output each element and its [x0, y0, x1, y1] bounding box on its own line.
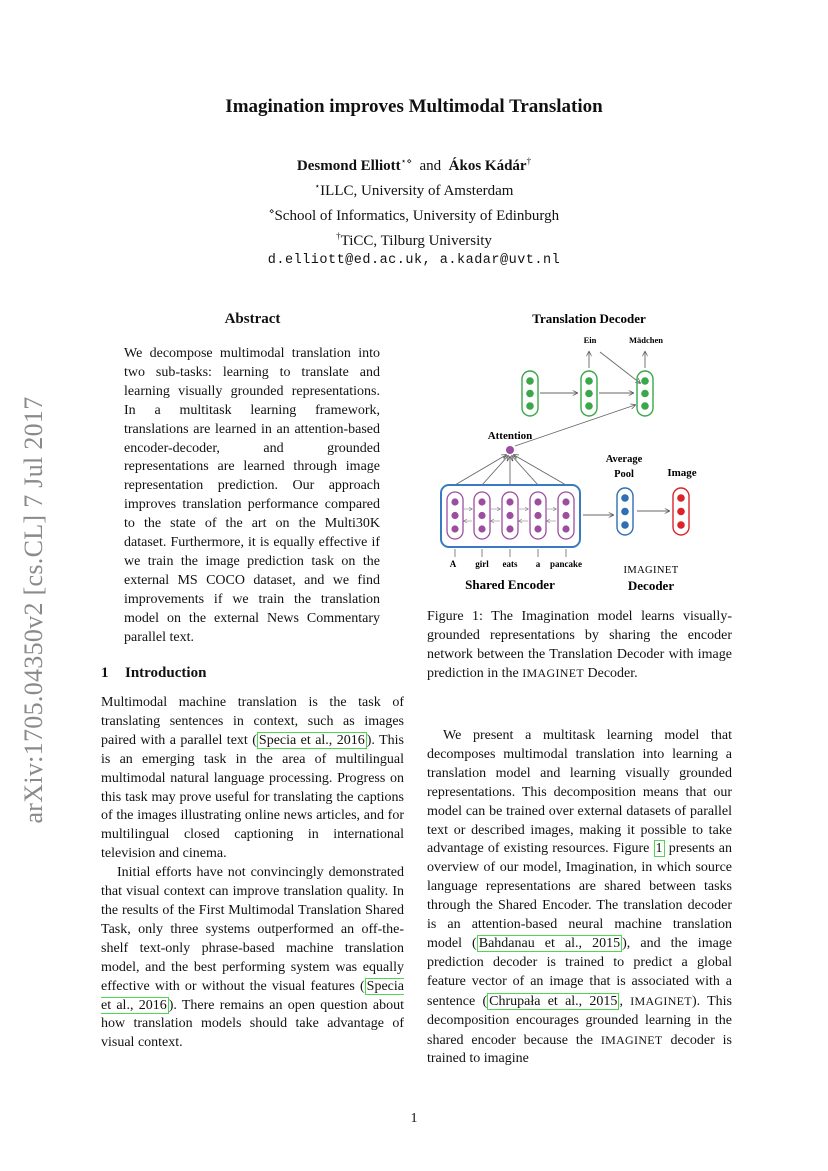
author-1: Desmond Elliott — [296, 158, 401, 174]
attention-to-decoder-arrow — [515, 405, 635, 446]
affil-3-mark: † — [336, 231, 341, 241]
input-word: eats — [502, 559, 518, 569]
encoder-states — [447, 492, 574, 539]
rp-text-f: decoder is trained to imagine — [427, 1032, 732, 1067]
decoder-unit — [585, 402, 593, 410]
page-number: 1 — [410, 1111, 418, 1126]
feedback-arrow — [600, 352, 640, 383]
decoder-unit — [526, 390, 534, 398]
rp-imaginet: IMAGINET — [630, 993, 692, 1008]
imaginet-label: IMAGINET — [623, 565, 679, 576]
decoder-unit — [585, 390, 593, 398]
citation-link[interactable]: Specia et al., 2016 — [258, 732, 365, 748]
intro-paragraph-1 — [101, 694, 404, 864]
rp-text-d: , — [619, 993, 631, 1009]
rp-text-e: ). This decomposition encourages grounded learning in the shared encoder because the — [427, 993, 732, 1048]
intro-paragraph-3 — [427, 727, 732, 1069]
affil-2-mark: ⋄ — [268, 206, 275, 216]
pool-unit — [621, 521, 629, 529]
caption-text-a: Figure 1: The Imagination model learns visually-grounded representations by sharing the encoder network between the Translation Decoder with image prediction in the — [427, 609, 732, 681]
image-label: Image — [667, 467, 697, 479]
image-unit — [677, 521, 685, 529]
input-word: girl — [475, 559, 489, 569]
affiliation-3: TiCC, Tilburg University — [340, 233, 492, 249]
encoder-unit — [478, 525, 485, 532]
shared-encoder-label: Shared Encoder — [465, 577, 555, 592]
p1-text-a: Multimodal machine translation is the task of translating sentences in context, such as images paired with a parallel text ( — [101, 695, 404, 748]
image-unit — [677, 494, 685, 502]
input-word: pancake — [549, 559, 583, 569]
imaginet-decoder-label: Decoder — [627, 578, 675, 593]
image-unit — [677, 508, 685, 516]
intro-body — [101, 694, 404, 1053]
rp-text-c: ), and the image prediction decoder is trained to predict a global feature vector of an image that is associated with a sentence ( — [427, 935, 733, 1009]
encoder-unit — [562, 525, 569, 532]
rp-imaginet: IMAGINET — [600, 1032, 663, 1047]
input-word: A — [449, 559, 457, 569]
encoder-unit — [506, 498, 513, 505]
encoder-unit — [562, 498, 569, 505]
encoder-unit — [478, 512, 485, 519]
citation-link[interactable]: Bahdanau et al., 2015 — [478, 935, 621, 951]
author-emails: d.elliott@ed.ac.uk, a.kadar@uvt.nl — [267, 253, 561, 268]
p2-text-a: Initial efforts have not convincingly demonstrated that visual context can improve translation quality. In the results of the First Multimodal Translation Shared Task, only three systems outperformed an off-the-shelf text-only phrase-based machine translation model, and the best performing system was equally effective with or without the visual features ( — [101, 865, 404, 994]
attention-arrows — [455, 455, 566, 485]
encoder-unit — [451, 512, 458, 519]
encoder-unit — [534, 525, 541, 532]
author-1-marks: ⋆⋄ — [400, 156, 412, 166]
citation-link[interactable]: Specia et al., 2016 — [101, 978, 404, 1013]
encoder-unit — [562, 512, 569, 519]
rp-text-b: presents an overview of our model, Imagination, in which source language representations are shared between tasks through the Shared Encoder. The translation decoder is an attention-based neural machine translation model ( — [427, 841, 732, 951]
encoder-unit — [506, 512, 513, 519]
encoder-unit — [534, 512, 541, 519]
section-heading — [101, 665, 206, 682]
decoder-unit — [526, 377, 534, 385]
author-2: Ákos Kádár — [448, 158, 527, 174]
pool-unit — [621, 494, 629, 502]
encoder-unit — [451, 525, 458, 532]
affiliation-1: ILLC, University of Amsterdam — [320, 183, 514, 199]
average-pool-label: Average — [605, 454, 643, 465]
encoder-unit — [451, 498, 458, 505]
author-and: and — [419, 158, 442, 174]
abstract-heading: Abstract — [224, 311, 281, 327]
decoder-unit — [641, 377, 649, 385]
pool-unit — [621, 508, 629, 516]
attention-node — [506, 446, 514, 454]
attention-arrow — [514, 455, 566, 485]
decoder-unit — [641, 402, 649, 410]
input-word: a — [535, 559, 541, 569]
output-word-maedchen: Mädchen — [629, 335, 663, 345]
citation-link[interactable]: Chrupała et al., 2015 — [489, 993, 618, 1009]
attention-arrow — [482, 456, 508, 485]
arxiv-sidebar — [14, 380, 54, 840]
section-number: 1 — [101, 665, 109, 681]
intro-paragraph-2 — [101, 864, 404, 1053]
translation-decoder-label: Translation Decoder — [532, 311, 646, 326]
caption-text-b: Decoder. — [584, 666, 638, 681]
encoder-unit — [534, 498, 541, 505]
author-2-marks: † — [526, 156, 532, 166]
figure-caption — [427, 607, 732, 683]
imagination-model-figure — [425, 305, 735, 600]
paper-title: Imagination improves Multimodal Translation — [225, 96, 603, 117]
decoder-unit — [585, 377, 593, 385]
input-arrows — [455, 549, 566, 557]
encoder-unit — [506, 525, 513, 532]
attention-label: Attention — [487, 430, 533, 442]
affil-1-mark: ⋆ — [314, 181, 321, 191]
author-block — [0, 151, 828, 271]
attention-arrow — [512, 456, 538, 485]
p1-text-b: ). This is an emerging task in the area of multilingual multimodal natural language processing. Progress on this task may prove useful for translating the captions of the images illustrating online news articles, and for multilingual closed captioning in international television and cinema. — [101, 732, 404, 862]
decoder-unit — [641, 390, 649, 398]
affiliation-2: School of Informatics, University of Edinburgh — [274, 208, 560, 224]
p2-text-b: ). There remains an open question about how translation models should take advantage of visual context. — [101, 997, 404, 1051]
abstract-text: We decompose multimodal translation into two sub-tasks: learning to translate and learning visually grounded representations. In a multitask learning framework, translations are learned in an attention-based encoder-decoder, and grounded representations are learned through image representation prediction. Our approach improves translation performance compared to the state of the art on the Multi30K dataset. Furthermore, it is equally effective if we train the image prediction task on the external MS COCO dataset, and we find improvements if we train the translation model on the external News Commentary parallel text. — [124, 346, 380, 645]
figure-ref-link[interactable]: 1 — [655, 841, 663, 857]
right-column-paragraph — [427, 727, 732, 1069]
caption-imaginet: IMAGINET — [522, 666, 584, 680]
section-title: Introduction — [125, 665, 207, 681]
encoder-unit — [478, 498, 485, 505]
rp-text-a: We present a multitask learning model that decomposes multimodal translation into learning a translation model and learning visually grounded representations. This decomposition means that our model can be trained over external datasets of parallel text or described images, making it possible to take advantage of existing resources. Figure — [427, 728, 732, 857]
arxiv-id: arXiv:1705.04350v2 [cs.CL] 7 Jul 2017 — [19, 396, 48, 824]
attention-arrow — [455, 455, 506, 485]
output-word-ein: Ein — [583, 335, 597, 345]
average-pool-label: Pool — [614, 469, 634, 480]
decoder-unit — [526, 402, 534, 410]
